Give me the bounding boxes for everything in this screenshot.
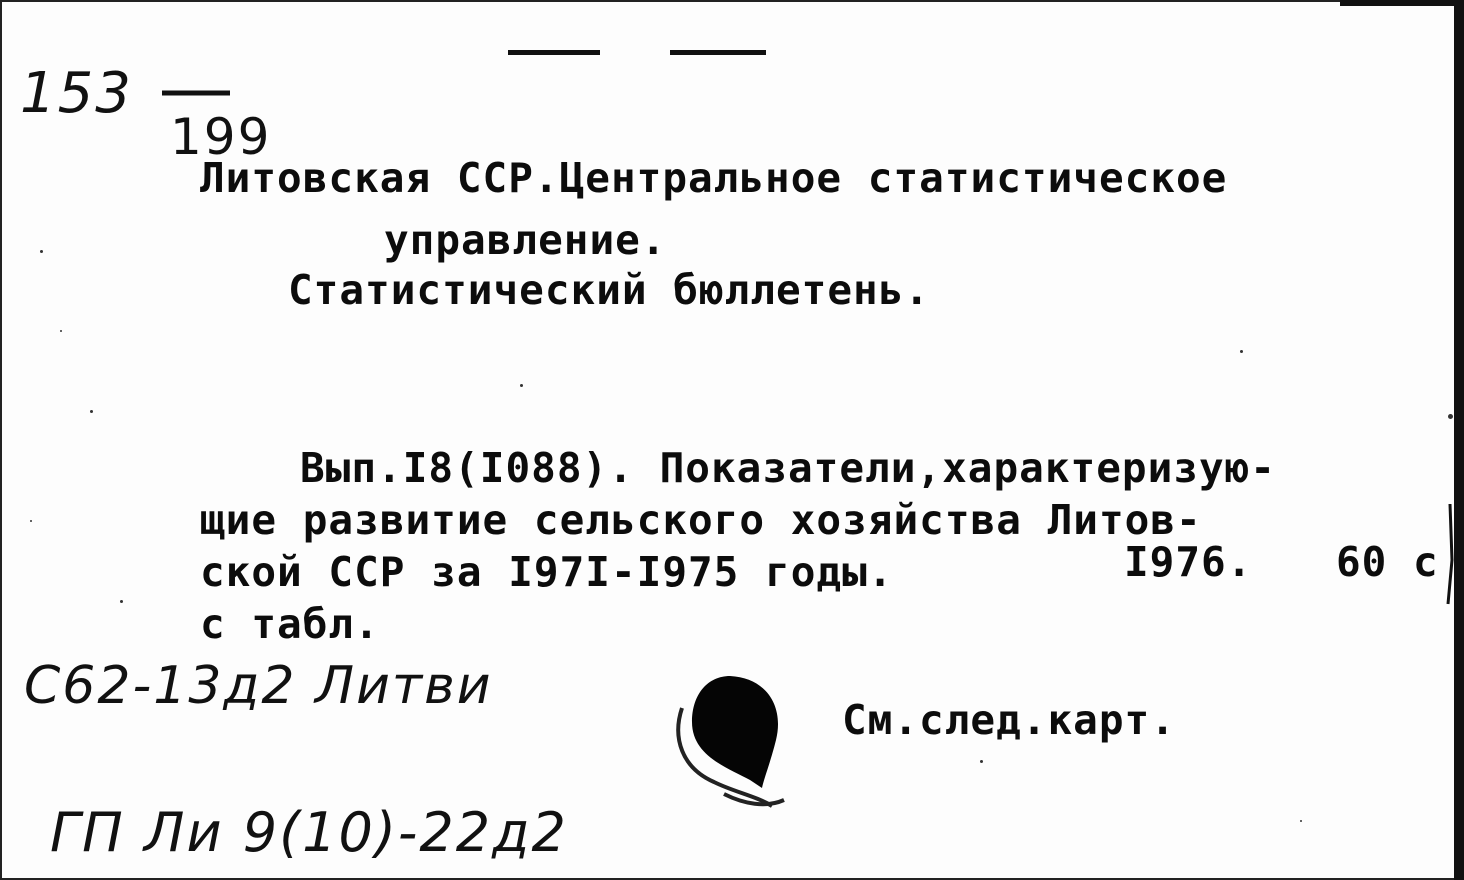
margin-mark xyxy=(1440,500,1460,610)
separator-dash xyxy=(508,50,600,55)
punch-hole xyxy=(668,668,798,818)
scan-speck xyxy=(120,600,123,603)
heading-line-3: Статистический бюллетень. xyxy=(288,266,931,314)
scan-speck xyxy=(1300,820,1302,822)
scan-speck xyxy=(90,410,93,413)
registry-note: ГП Ли 9(10)-22д2 xyxy=(50,801,568,864)
see-next-card: См.след.карт. xyxy=(842,696,1176,744)
scan-speck xyxy=(520,384,523,387)
heading-line-1: Литовская ССР.Центральное статистическое xyxy=(200,154,1228,202)
scan-speck xyxy=(980,760,983,763)
entry-line-1: Вып.I8(I088). Показатели,характеризую- xyxy=(300,444,1276,492)
card-edge-shadow-top xyxy=(1340,0,1464,6)
entry-pages: 60 с xyxy=(1336,538,1439,586)
fraction-bar xyxy=(160,88,232,98)
shelfmark-top: 153 xyxy=(20,61,133,126)
separator-dash xyxy=(670,50,766,55)
shelfmark-bottom: 199 xyxy=(170,108,272,166)
scan-speck xyxy=(1240,350,1243,353)
card-edge-shadow xyxy=(1454,0,1464,880)
heading-line-2: управление. xyxy=(384,216,667,264)
entry-line-3-left: ской ССР за I97I-I975 годы. xyxy=(200,548,894,596)
scan-speck xyxy=(1448,414,1453,419)
scan-speck xyxy=(40,250,43,253)
entry-line-4: с табл. xyxy=(200,600,380,648)
entry-year: I976. xyxy=(1124,538,1253,586)
entry-line-2: щие развитие сельского хозяйства Литов- xyxy=(200,496,1202,544)
scan-speck xyxy=(30,520,32,522)
scan-speck xyxy=(60,330,62,332)
call-number-note: С62-13д2 Литви xyxy=(24,656,493,716)
